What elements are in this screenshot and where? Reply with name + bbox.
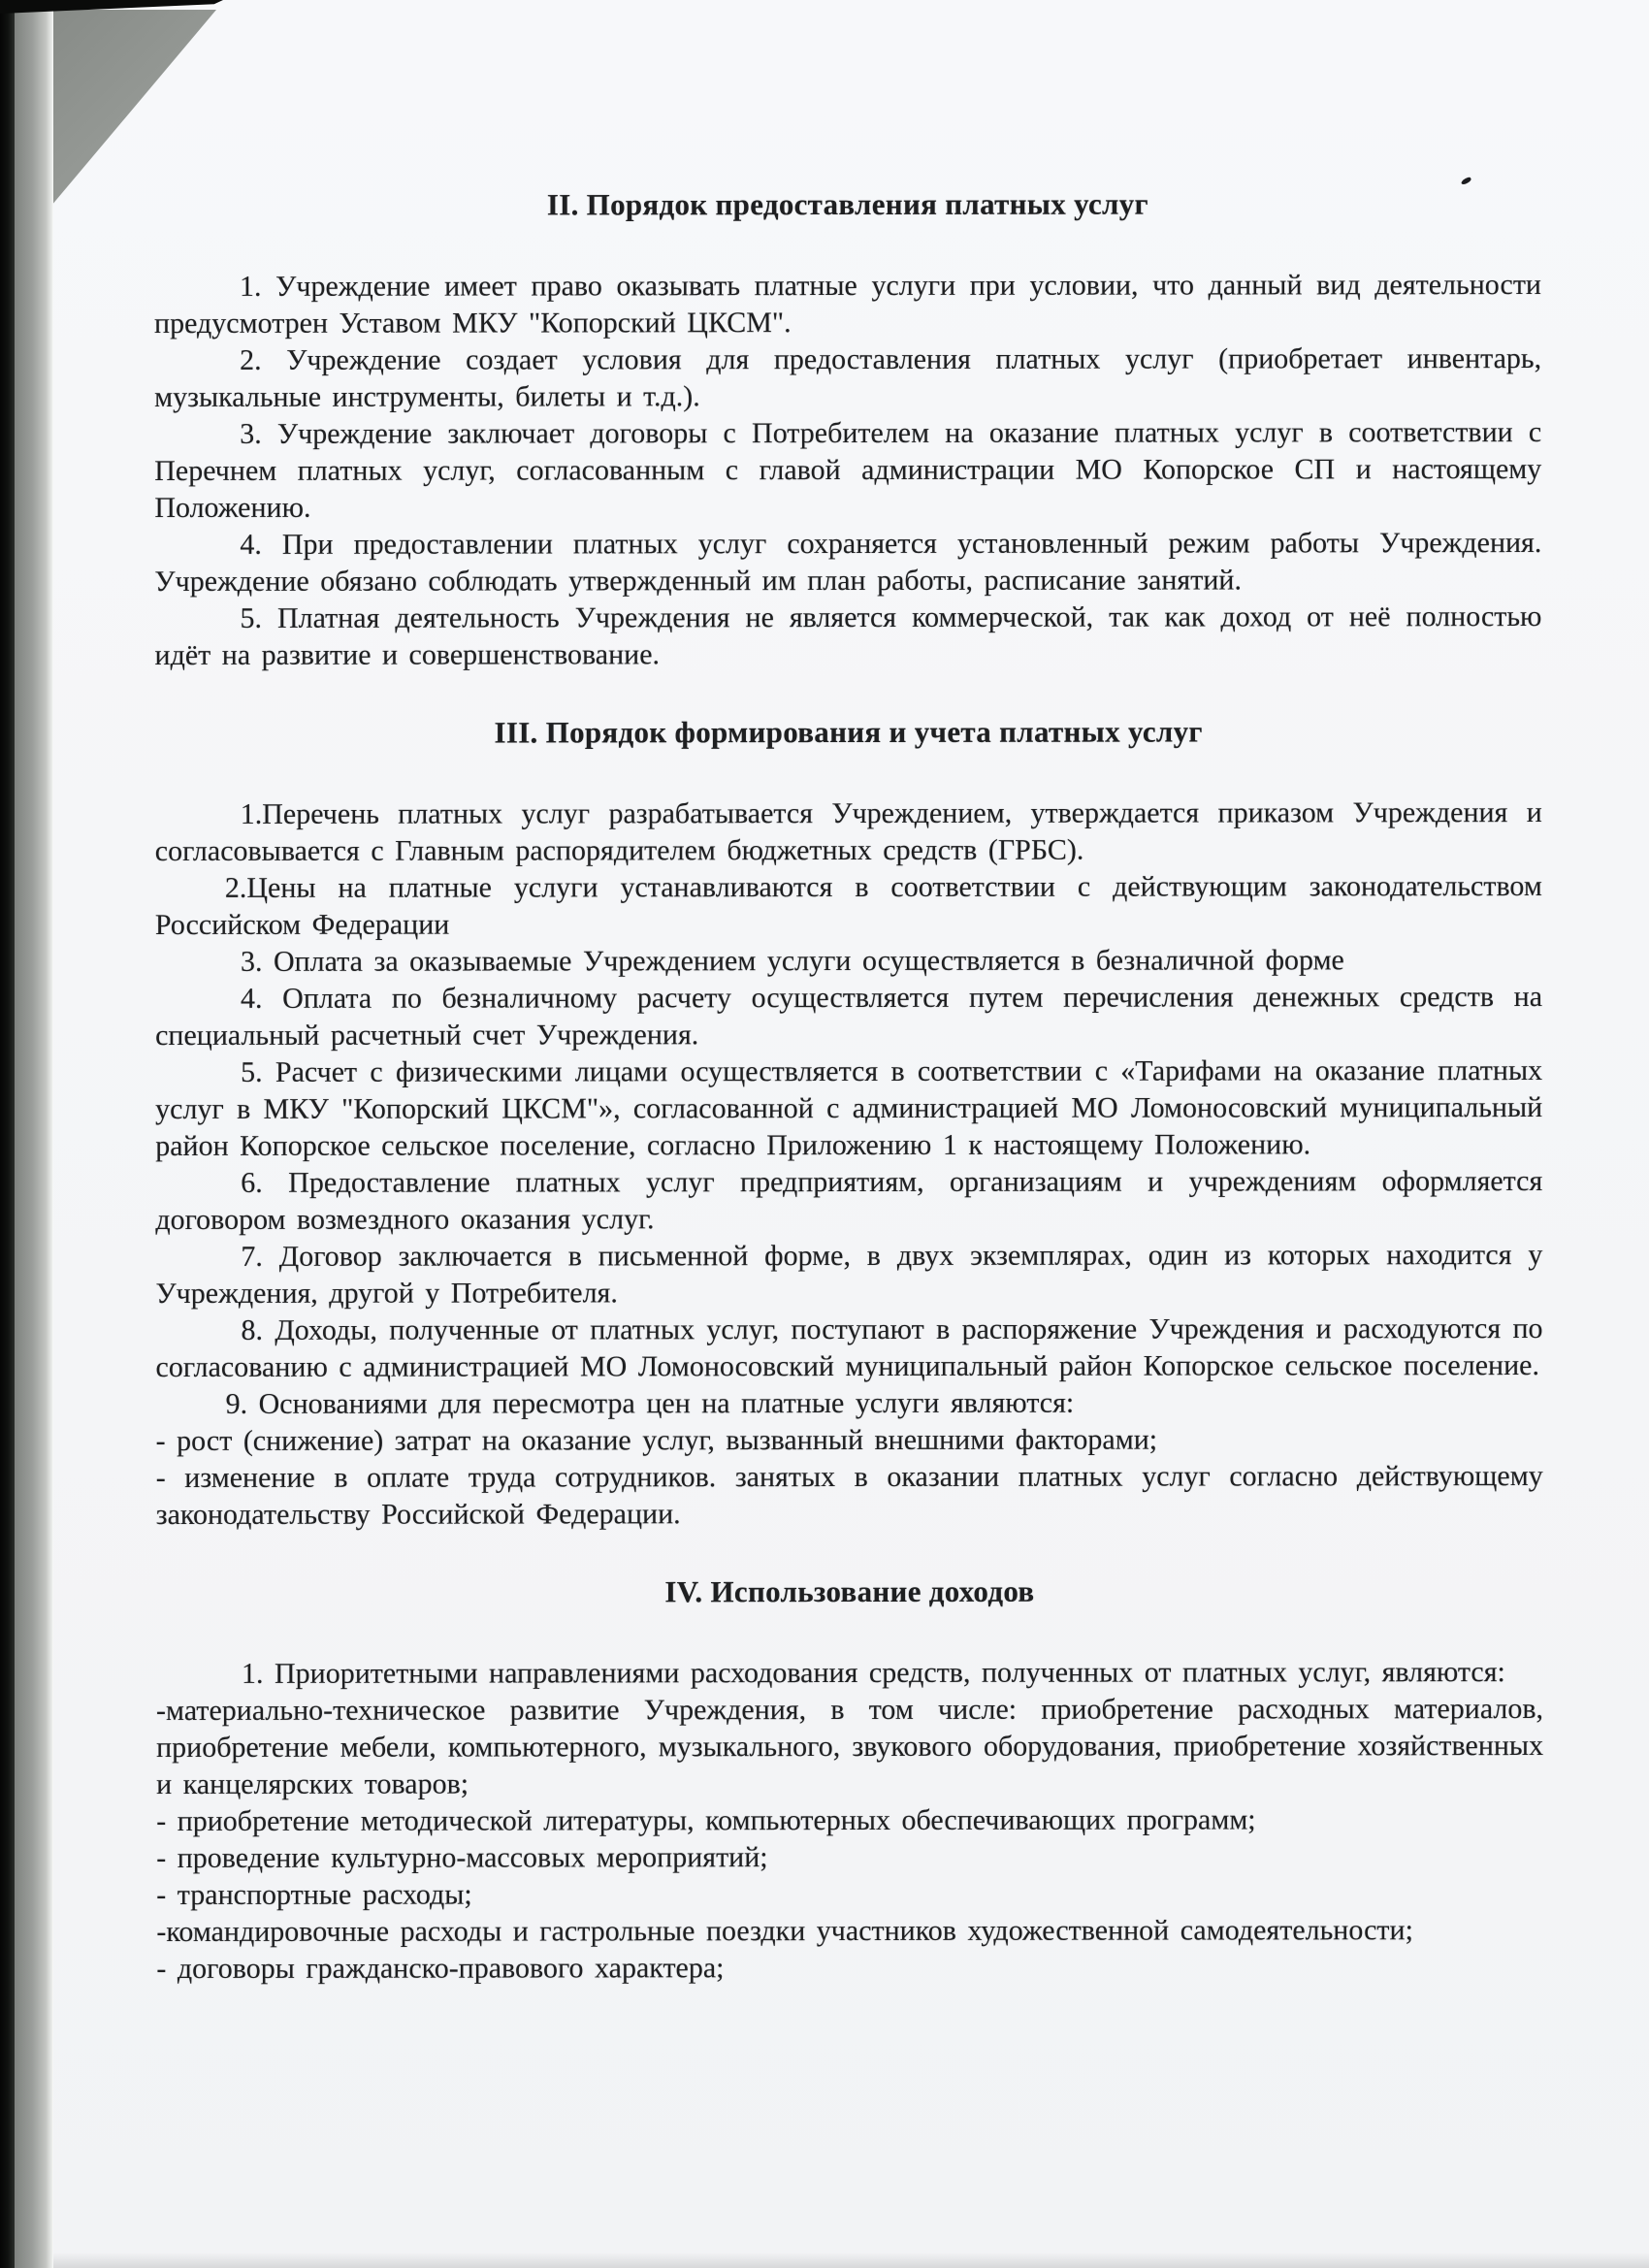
scanner-lid-shadow	[15, 0, 53, 2268]
paragraph: - рост (снижение) затрат на оказание услуг, вызванный внешними факторами;	[155, 1423, 1158, 1457]
paragraph: - проведение культурно-массовых мероприятий;	[156, 1841, 768, 1874]
paragraph: 9. Основаниями для пересмотра цен на платные услуги являются:	[225, 1386, 1075, 1420]
page-bottom-shadow	[0, 2252, 1649, 2268]
paragraph: 3. Учреждение заключает договоры с Потребителем на оказание платных услуг в соответствии с Перечнем платных услуг, согласованным с главой администрации МО Копорское СП и настоящему Положению.	[154, 416, 1542, 524]
paragraph: -командировочные расходы и гастрольные поездки участников художественной самодеятельности;	[156, 1914, 1413, 1948]
paragraph: 2.Цены на платные услуги устанавливаются в соответствии с действующим законодательством Российском Федерации	[154, 870, 1542, 941]
paragraph: 4. При предоставлении платных услуг сохраняется установленный режим работы Учреждения. Учреждение обязано соблюдать утвержденный им план работы, расписание занятий.	[154, 527, 1542, 598]
paragraph: 5. Расчет с физическими лицами осуществляется в соответствии с «Тарифами на оказание платных услуг в МКУ "Копорский ЦКСМ"», согласованной с администрацией МО Ломоносовский муниципальный район Копорское сельское поселение, согласно Приложению 1 к настоящему Положению.	[155, 1054, 1543, 1162]
section	[156, 1572, 1544, 1988]
paragraph: 5. Платная деятельность Учреждения не является коммерческой, так как доход от неё полностью идёт на развитие и совершенствование.	[154, 600, 1542, 671]
paragraph: 6. Предоставление платных услуг предприятиям, организациям и учреждениям оформляется договором возмездного оказания услуг.	[155, 1165, 1543, 1236]
section-title: II. Порядок предоставления платных услуг	[546, 186, 1148, 222]
paragraph: - транспортные расходы;	[156, 1878, 472, 1911]
paragraph: 7. Договор заключается в письменной форме, в двух экземплярах, один из которых находится у Учреждения, другой у Потребителя.	[155, 1239, 1543, 1310]
paragraph: 1. Приоритетными направлениями расходования средств, полученных от платных услуг, являются:	[241, 1656, 1505, 1690]
paragraph: - приобретение методической литературы, компьютерных обеспечивающих программ;	[156, 1803, 1256, 1837]
paragraph: 8. Доходы, полученные от платных услуг, поступают в распоряжение Учреждения и расходуются по согласованию с администрацией МО Ломоносовский муниципальный район Копорское сельское поселение.	[155, 1312, 1543, 1383]
paragraph: 1. Учреждение имеет право оказывать платные услуги при условии, что данный вид деятельности предусмотрен Уставом МКУ "Копорский ЦКСМ".	[154, 269, 1542, 340]
paragraph: - договоры гражданско-правового характера;	[156, 1952, 725, 1985]
section	[154, 185, 1542, 674]
section-title: III. Порядок формирования и учета платных услуг	[494, 714, 1203, 750]
section-title: IV. Использование доходов	[664, 1573, 1035, 1609]
section	[155, 713, 1543, 1534]
paragraph: 3. Оплата за оказываемые Учреждением услуги осуществляется в безналичной форме	[240, 944, 1344, 978]
paragraph: 1.Перечень платных услуг разрабатывается Учреждением, утверждается приказом Учреждения и согласовывается с Главным распорядителем бюджетных средств (ГРБС).	[154, 796, 1542, 867]
document-content	[154, 0, 1544, 1988]
paragraph: 2. Учреждение создает условия для предоставления платных услуг (приобретает инвентарь, музыкальные инструменты, билеты и т.д.).	[154, 342, 1542, 413]
paragraph: - изменение в оплате труда сотрудников. занятых в оказании платных услуг согласно действующему законодательству Российской Федерации.	[155, 1460, 1543, 1531]
paragraph: -материально-техническое развитие Учреждения, в том числе: приобретение расходных материалов, приобретение мебели, компьютерного, музыкального, звукового оборудования, приобретение хозяйственных и канцелярских товаров;	[156, 1693, 1544, 1800]
scan-edge-left	[0, 0, 15, 2268]
paragraph: 4. Оплата по безналичному расчету осуществляется путем перечисления денежных средств на специальный расчетный счет Учреждения.	[155, 981, 1543, 1052]
